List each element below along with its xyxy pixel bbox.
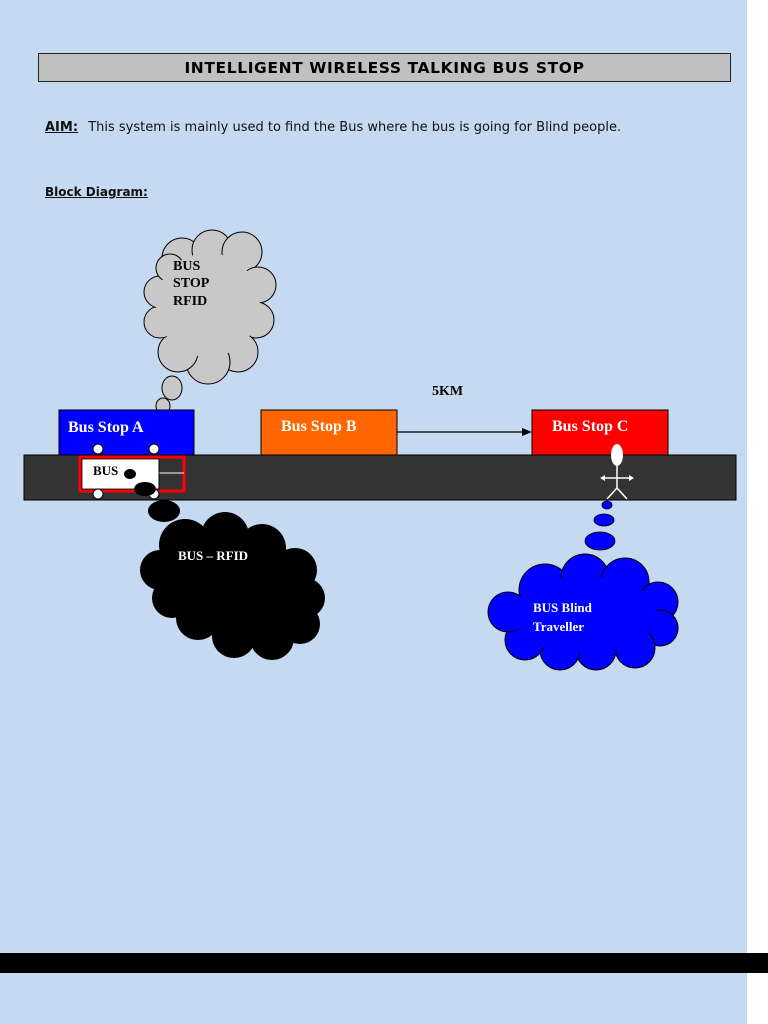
distance-arrow: [397, 428, 532, 436]
bus-stop-c: [532, 410, 668, 456]
bus-stop-a: [59, 410, 194, 456]
traveller-line-2: Traveller: [533, 619, 585, 634]
bus-label: BUS: [93, 463, 119, 478]
bus-stop-rfid-line-2: STOP: [173, 276, 209, 291]
bus-stop-a-label: Bus Stop A: [68, 419, 144, 436]
footer-bar: [0, 953, 768, 973]
traveller-cloud: [488, 501, 678, 670]
bus-stop-rfid-line-3: RFID: [173, 294, 208, 309]
distance-label: 5KM: [432, 384, 464, 399]
bus-stop-rfid-line-1: BUS: [173, 259, 201, 274]
block-diagram-heading: Block Diagram:: [45, 185, 148, 199]
page-title: INTELLIGENT WIRELESS TALKING BUS STOP: [38, 53, 731, 82]
aim-text: This system is mainly used to find the Bus where he bus is going for Blind people.: [88, 120, 622, 135]
bus-stop-b: [261, 410, 397, 456]
bus-stop-c-label: Bus Stop C: [552, 418, 629, 435]
bus-stop-b-label: Bus Stop B: [281, 418, 357, 435]
aim-label: AIM:: [45, 120, 79, 135]
traveller-line-1: BUS Blind: [533, 600, 592, 615]
bus-rfid-text: BUS – RFID: [178, 548, 249, 563]
bus-stop-rfid-cloud: [144, 230, 276, 423]
